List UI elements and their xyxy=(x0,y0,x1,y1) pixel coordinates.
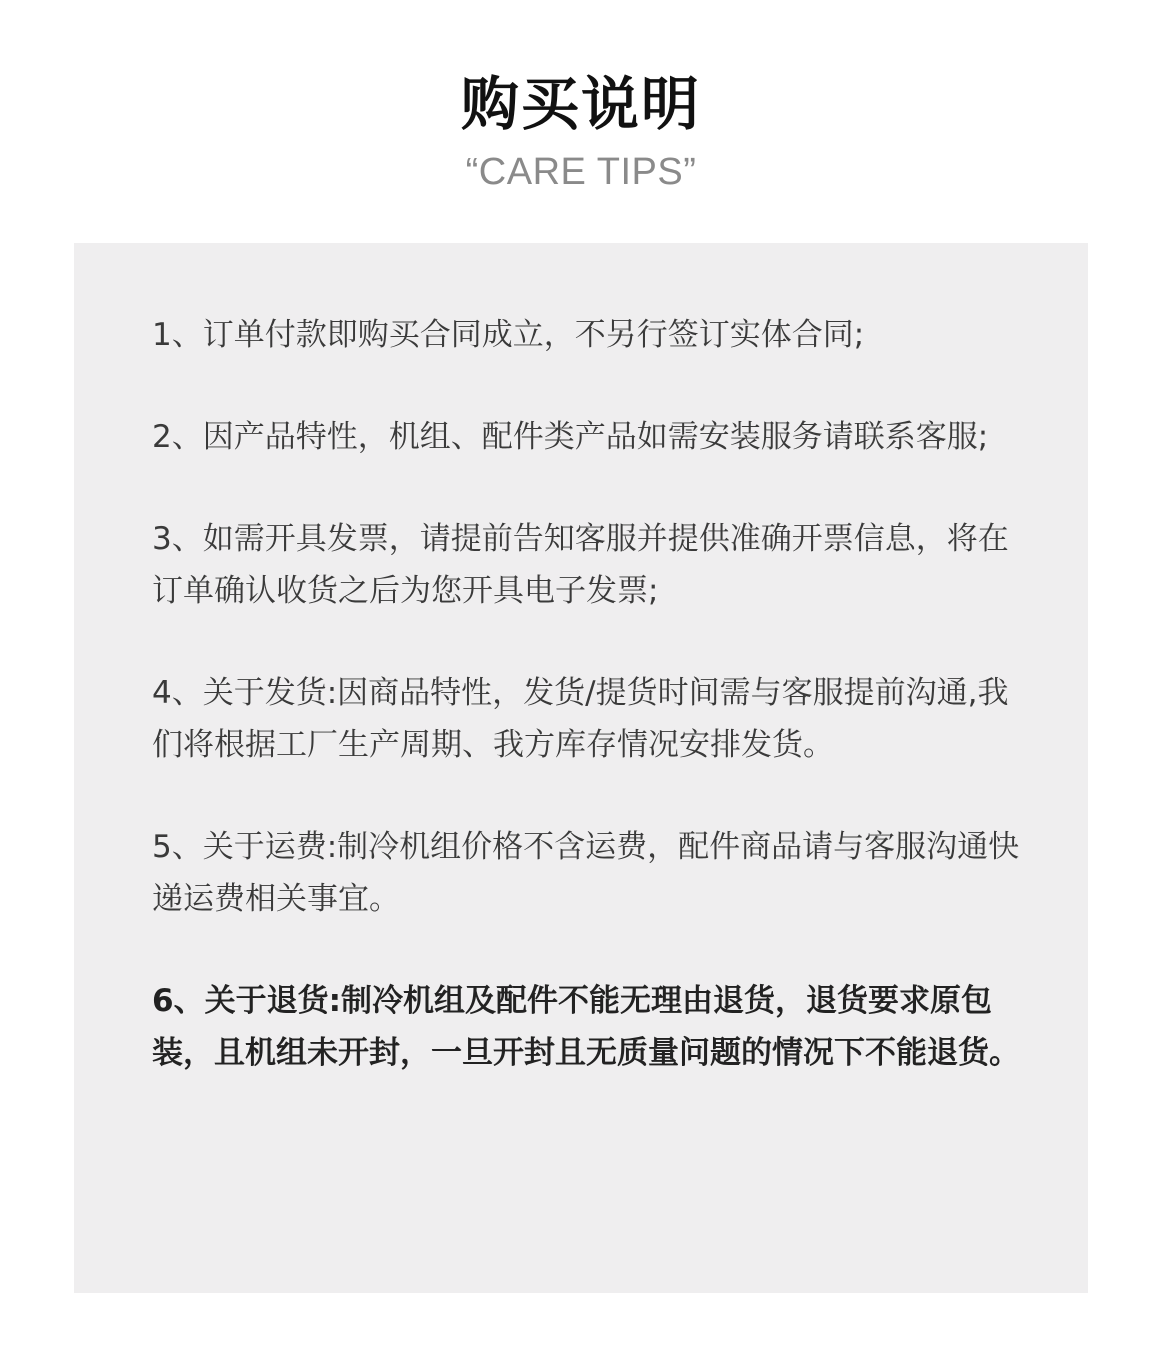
tip-item-6-return-policy: 6、关于退货:制冷机组及配件不能无理由退货，退货要求原包装，且机组未开封，一旦开封且无质量问题的情况下不能退货。 xyxy=(152,983,1020,1071)
tip-item-4: 4、关于发货:因商品特性，发货/提货时间需与客服提前沟通,我们将根据工厂生产周期、我方库存情况安排发货。 xyxy=(152,675,1009,763)
tips-list xyxy=(152,309,1022,1129)
tip-item-5: 5、关于运费:制冷机组价格不含运费，配件商品请与客服沟通快递运费相关事宜。 xyxy=(152,829,1020,917)
tip-item-2: 2、因产品特性，机组、配件类产品如需安装服务请联系客服; xyxy=(152,419,989,455)
tips-panel xyxy=(74,243,1088,1293)
tip-item-3: 3、如需开具发票，请提前告知客服并提供准确开票信息，将在订单确认收货之后为您开具电子发票; xyxy=(152,521,1009,609)
tip-item-1: 1、订单付款即购买合同成立，不另行签订实体合同; xyxy=(152,317,865,353)
page-subtitle: “CARE TIPS” xyxy=(465,151,697,193)
page-title: 购买说明 xyxy=(460,70,701,138)
